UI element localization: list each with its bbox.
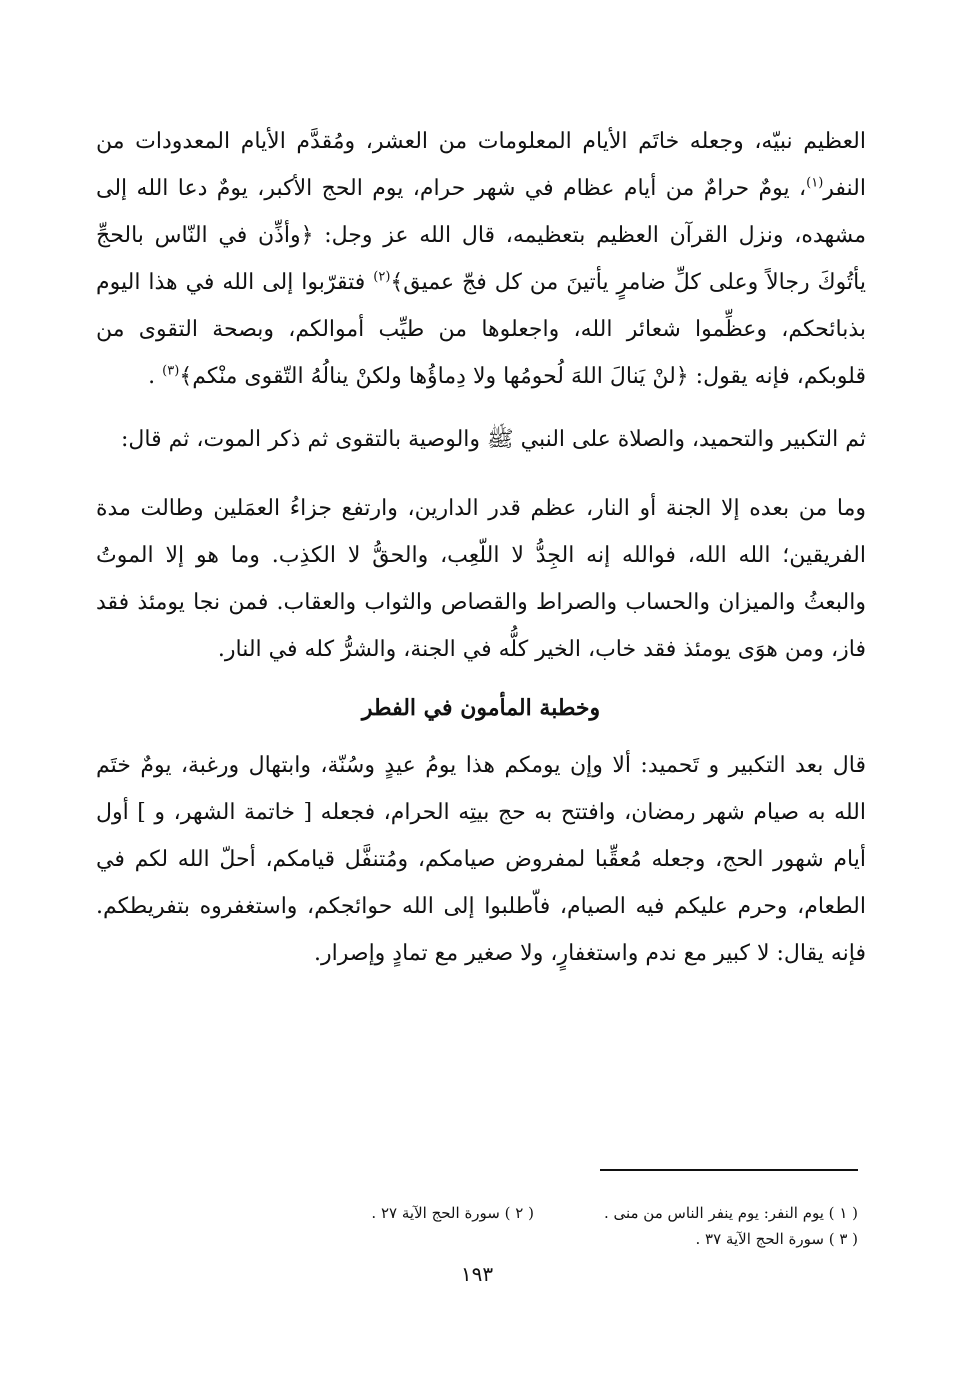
footnote-3: ( ٣ ) سورة الحج الآية ٣٧ . bbox=[695, 1230, 858, 1248]
footnote-row bbox=[338, 1226, 858, 1252]
page-body bbox=[96, 118, 866, 977]
paragraph-takbir: ثم التكبير والتحميد، والصلاة على النبي ﷺ والوصية بالتقوى ثم ذكر الموت، ثم قال: bbox=[121, 427, 866, 452]
paragraph-eid-sermon-ending bbox=[96, 118, 866, 400]
paragraph-death-reminder: وما من بعده إلا الجنة أو النار، عظم قدر الدارين، وارتفع جزاءُ العمَلين وطالت مدة الفريقين؛ الله الله، فوالله إنه الجِدُّ لا اللّعِب، والحقُّ لا الكذِب. وما هو إلا الموتُ والبعثُ والميزان والحساب والصراط والقصاص والثواب والعقاب. فمن نجا يومئذ فقد فاز، ومن هوَى يومئذ فقد خاب، الخير كلُّه في الجنة، والشرُّ كله في النار. bbox=[96, 496, 866, 662]
paragraph-text: فتقرّبوا إلى الله في هذا اليوم بذبائحكم، وعظِّموا شعائر الله، واجعلوها من طيِّب أموالكم، وبصحة التقوى من قلوبكم، فإنه يقول: ﴿لنْ يَنالَ اللهَ لُحومُها ولا دِماؤُها ولكنْ ينالُهُ التّقوى منْكم﴾ bbox=[96, 270, 866, 389]
paragraph-text: ، يومٌ حرامٌ من أيام عظام في شهر حرام، يوم الحج الأكبر، يومٌ دعا الله إلى مشهده، ونزل القرآن العظيم بتعظيمه، قال الله عز وجل: ﴿وأذِّن في النّاس بالحجِّ يأتُوكَ رجالاً وعلى كلِّ ضامرٍ يأتينَ من كل فجّ عميق﴾ bbox=[96, 176, 866, 295]
footnote-ref-1: (١) bbox=[806, 175, 824, 191]
page-number: ١٩٣ bbox=[460, 1262, 494, 1286]
footnotes bbox=[338, 1200, 858, 1252]
footnote-ref-2: (٢) bbox=[373, 269, 391, 285]
footnote-divider bbox=[600, 1169, 858, 1171]
footnote-ref-3: (٣) bbox=[162, 363, 180, 379]
paragraph-text: . bbox=[148, 364, 163, 389]
footnote-1: ( ١ ) يوم النفر: يوم ينفر الناس من منى . bbox=[603, 1204, 858, 1222]
paragraph-text: العظيم نبيّه، وجعله خاتَم الأيام المعلومات من العشر، ومُقدَّم الأيام المعدودات من النفر bbox=[96, 129, 866, 201]
footnote-2: ( ٢ ) سورة الحج الآية ٢٧ . bbox=[371, 1204, 534, 1222]
paragraph-mamun-sermon: قال بعد التكبير و تَحميد: ألا وإن يومكم هذا يومُ عيدٍ وسُنّة، وابتهال ورغبة، يومٌ ختَم الله به صيام شهر رمضان، وافتتح به حج بيتِه الحرام، فجعله [ خاتمة الشهر، و ] أول أيام شهور الحج، وجعله مُعقِّبا لمفروض صيامكم، ومُتنفَّل قيامكم، أحلّ الله لكم في الطعام، وحرم عليكم فيه الصيام، فاّطلبوا إلى الله حوائجكم، واستغفروه بتفريطكم. فإنه يقال: لا كبير مع ندم واستغفارٍ، ولا صغير مع تمادٍ وإصرار. bbox=[96, 753, 866, 966]
footnote-row bbox=[338, 1200, 858, 1226]
section-heading: وخطبة المأمون في الفطر bbox=[361, 695, 601, 721]
